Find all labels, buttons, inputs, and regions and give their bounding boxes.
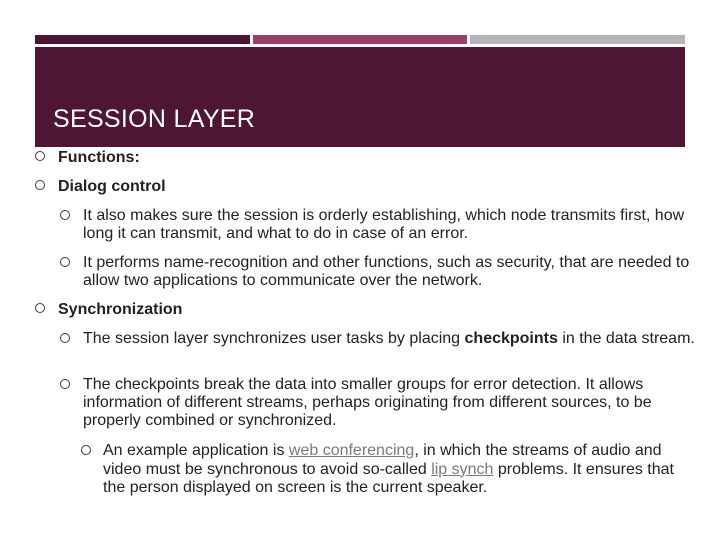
circle-bullet-icon xyxy=(35,303,45,313)
text-run: , in which the streams of audio and video must be synchronous to avoid so-called xyxy=(103,442,662,478)
bullet-synchronization xyxy=(35,300,685,319)
text-run: An example application is xyxy=(103,442,289,459)
text-run: in the data stream. xyxy=(557,330,695,347)
accent-bar-1 xyxy=(35,35,250,44)
bullet-dialog-control xyxy=(35,177,685,196)
bullet-text: Dialog control xyxy=(58,178,166,195)
circle-bullet-icon xyxy=(60,379,70,389)
bullet-text: The checkpoints break the data into smaller groups for error detection. It allows information of different streams, perhaps originating from different sources, to be properly combined or synchronized. xyxy=(83,376,652,429)
circle-bullet-icon xyxy=(60,333,70,343)
accent-bar-3 xyxy=(470,35,685,44)
title-banner xyxy=(35,47,685,147)
bullet-dialog-2 xyxy=(35,254,700,290)
circle-bullet-icon xyxy=(81,445,91,455)
slide-title: SESSION LAYER xyxy=(53,105,256,133)
bullet-text xyxy=(35,330,705,348)
text-run: The session layer synchronizes user tasks by placing xyxy=(83,330,465,347)
circle-bullet-icon xyxy=(60,210,70,220)
circle-bullet-icon xyxy=(60,257,70,267)
bullet-text: Functions: xyxy=(58,149,140,166)
bullet-sync-2 xyxy=(35,376,697,430)
bullet-text: It also makes sure the session is orderly establishing, which node transmits first, how long it can transmit, and what to do in case of an error. xyxy=(83,207,685,242)
emphasis-checkpoints: checkpoints xyxy=(464,330,558,347)
bullet-functions xyxy=(35,148,685,167)
accent-bar-2 xyxy=(253,35,467,44)
link-web-conferencing[interactable]: web conferencing xyxy=(288,442,415,459)
bullet-text xyxy=(35,442,695,498)
text-run: problems. It ensures that the person displayed on screen is the current speaker. xyxy=(103,460,674,496)
bullet-dialog-1 xyxy=(35,207,715,243)
circle-bullet-icon xyxy=(35,151,45,161)
bullet-sync-1 xyxy=(35,330,705,348)
circle-bullet-icon xyxy=(35,180,45,190)
bullet-text: Synchronization xyxy=(58,301,183,318)
bullet-text: It performs name-recognition and other functions, such as security, that are needed to allow two applications to communicate over the network. xyxy=(83,254,690,289)
bullet-example xyxy=(35,442,695,498)
link-lip-synch[interactable]: lip synch xyxy=(431,460,494,478)
